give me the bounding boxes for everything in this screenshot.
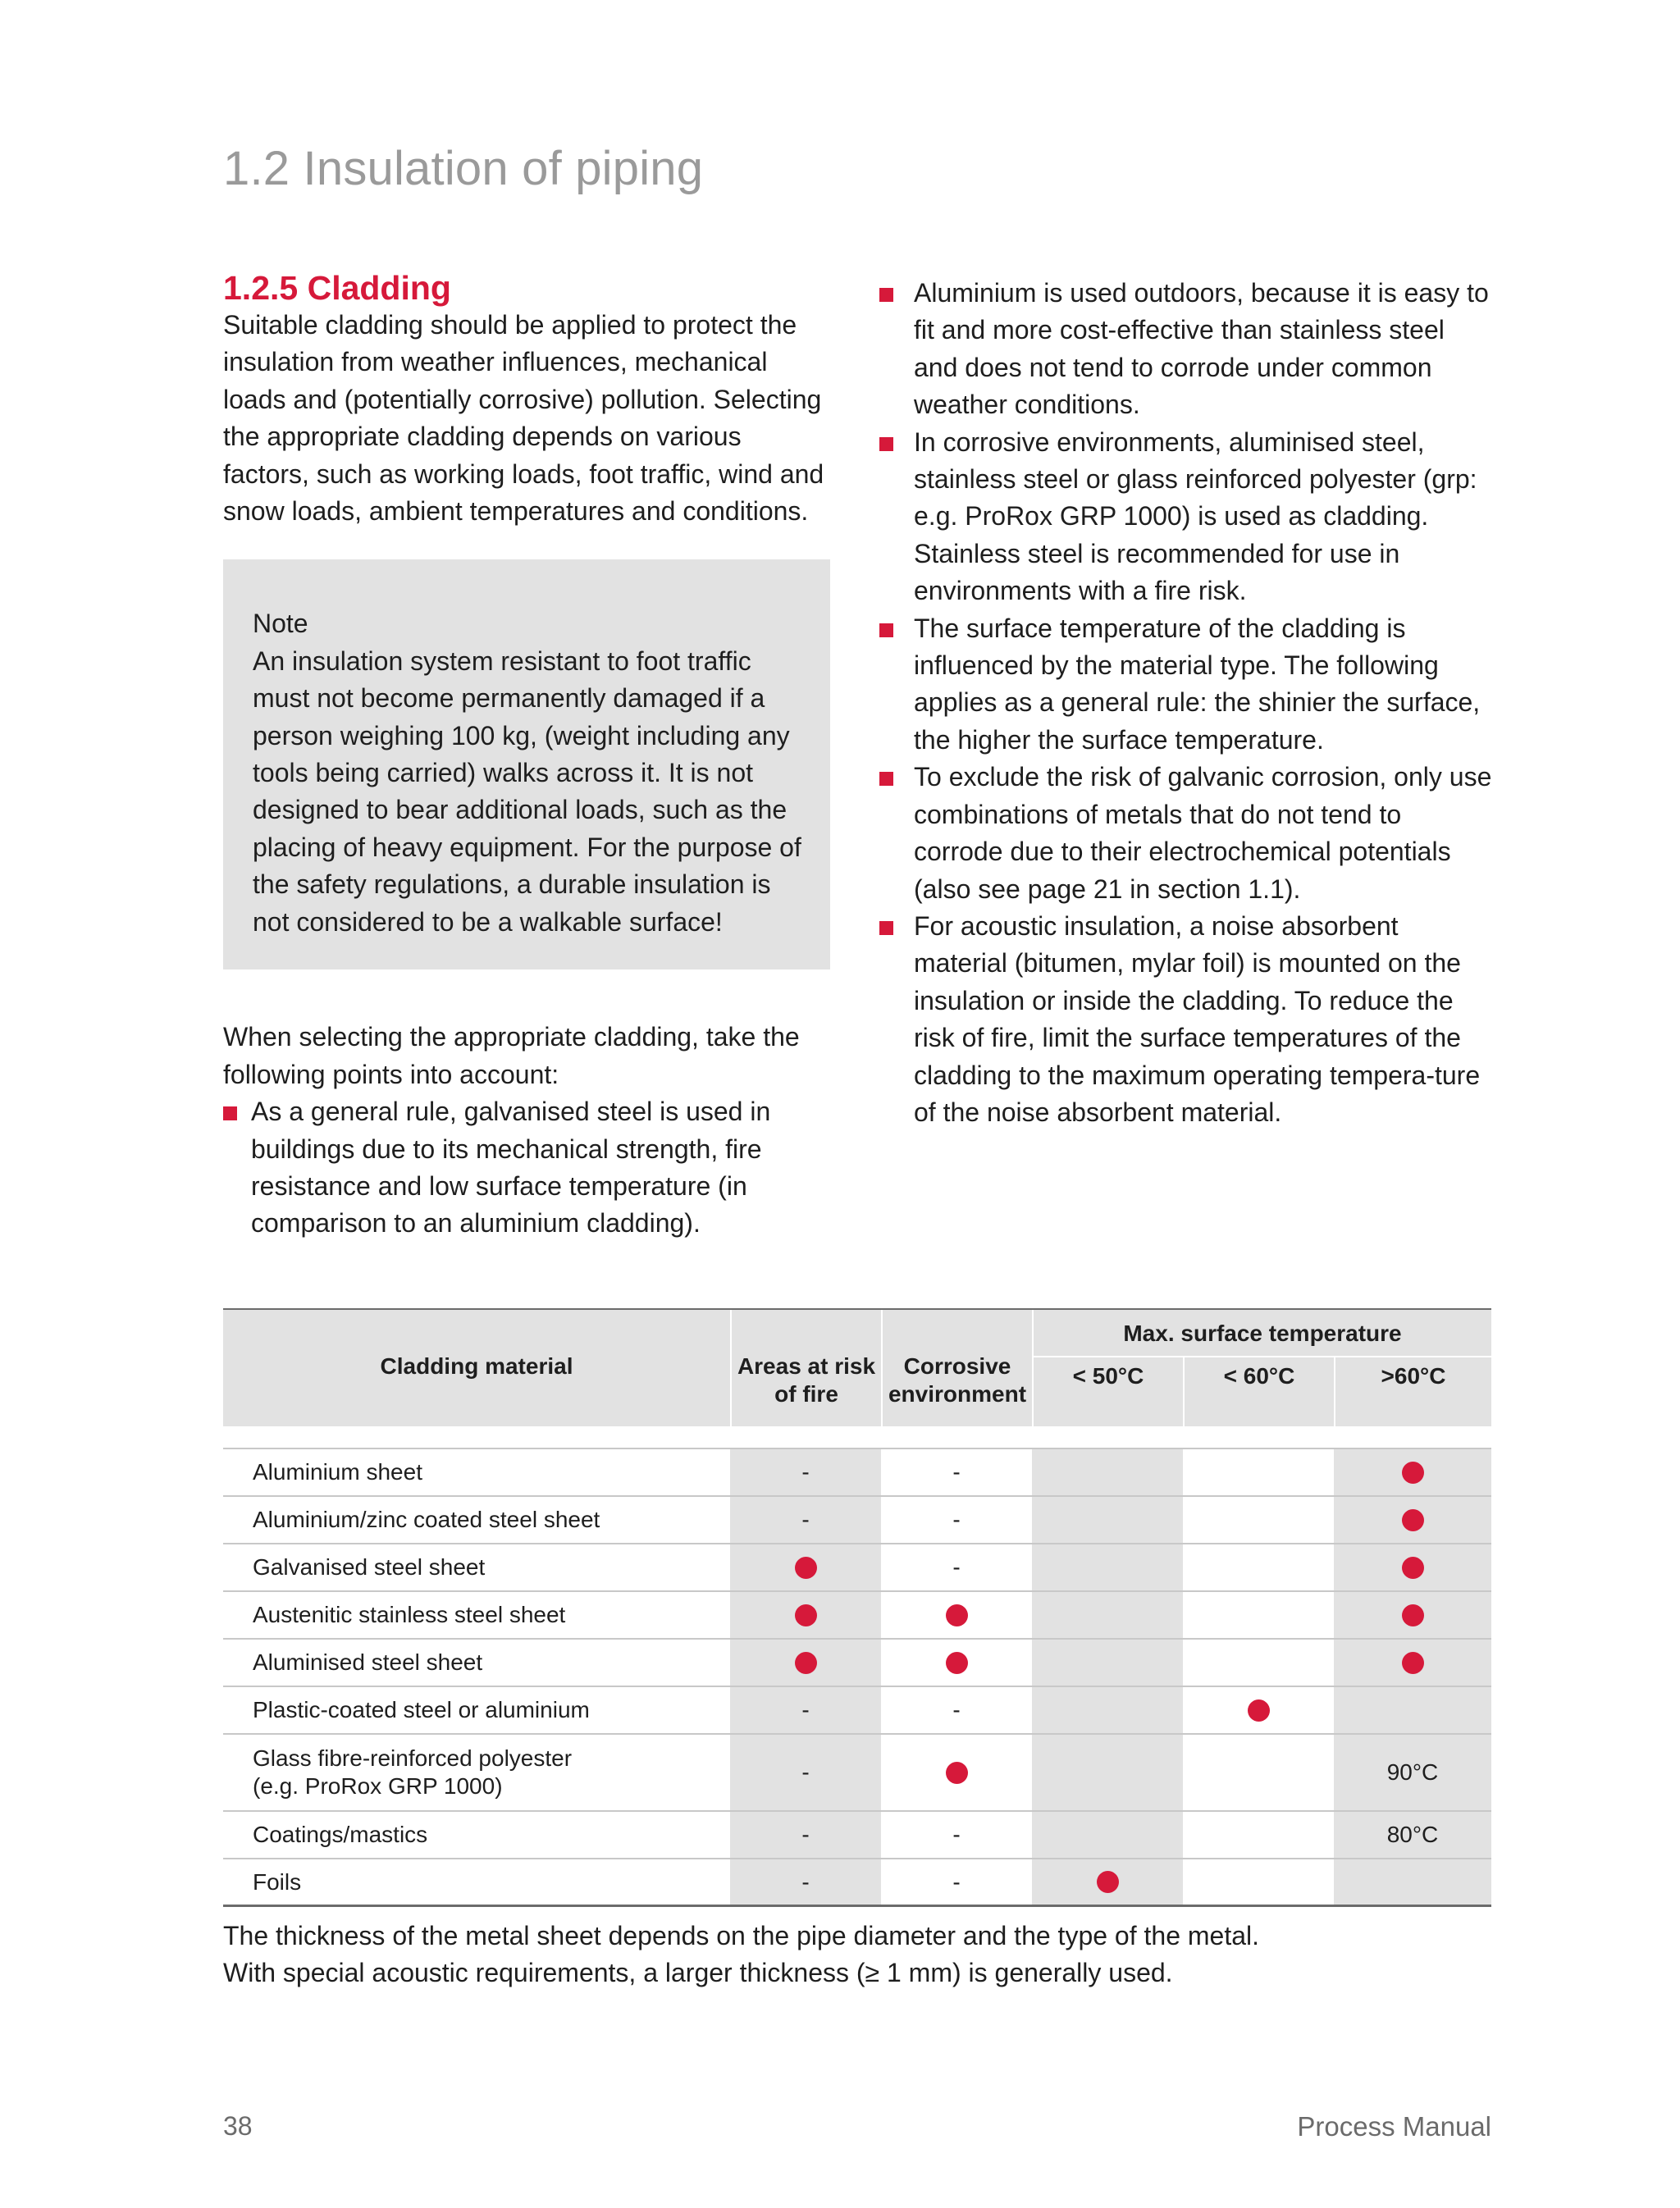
table-row xyxy=(223,1592,1491,1640)
table-row xyxy=(223,1687,1491,1735)
note-box xyxy=(223,559,830,969)
table-row xyxy=(223,1449,1491,1497)
cell-material xyxy=(223,1859,730,1905)
table-header xyxy=(223,1310,1491,1426)
material-name: Glass fibre-reinforced polyester (e.g. ProRox GRP 1000) xyxy=(253,1745,573,1799)
intro-paragraph: Suitable cladding should be applied to protect the insulation from weather influences, mechanical loads and (potentially corrosive) pollution. Selecting the appropriate cladding depends on various factors, such as working loads, foot traffic, wind and snow loads, ambient temperatures and conditions. xyxy=(223,310,824,527)
cell-material xyxy=(223,1497,730,1543)
cell-t60 xyxy=(1183,1812,1334,1858)
header-corrosive: Corrosive environment xyxy=(888,1353,1027,1407)
header-fire: Areas at risk of fire xyxy=(737,1353,876,1407)
bullet-list-right xyxy=(879,275,1495,1131)
bullet-item: As a general rule, galvanised steel is used in buildings due to its mechanical strength, fire resistance and low surface temperature (in comparison to an aluminium cladding). xyxy=(223,1093,830,1243)
cell-tgt60 xyxy=(1334,1735,1491,1810)
bullet-item: Aluminium is used outdoors, because it is easy to fit and more cost-effective than stainless steel and does not tend to corrode under common weather conditions. xyxy=(879,275,1495,424)
table-row xyxy=(223,1735,1491,1812)
material-name: Galvanised steel sheet xyxy=(253,1554,486,1580)
not-applicable-dash: - xyxy=(801,1697,810,1722)
cell-fire xyxy=(730,1592,881,1638)
bullet-item: For acoustic insulation, a noise absorbent material (bitumen, mylar foil) is mounted on the insulation or inside the cladding. To reduce the risk of fire, limit the surface temperatures of the cladding to the maximum operating tempera-ture of the noise absorbent material. xyxy=(879,908,1495,1131)
cell-material xyxy=(223,1812,730,1858)
cell-corrosive xyxy=(881,1687,1032,1733)
cell-t50 xyxy=(1032,1544,1183,1590)
not-applicable-dash: - xyxy=(952,1459,961,1485)
not-applicable-dash: - xyxy=(801,1459,810,1485)
cell-corrosive xyxy=(881,1449,1032,1495)
header-divider xyxy=(881,1310,883,1426)
cell-material xyxy=(223,1640,730,1686)
cell-corrosive xyxy=(881,1735,1032,1810)
cell-material xyxy=(223,1735,730,1810)
cell-material xyxy=(223,1592,730,1638)
not-applicable-dash: - xyxy=(952,1697,961,1722)
cell-fire xyxy=(730,1497,881,1543)
header-subdivider xyxy=(1034,1356,1491,1357)
not-applicable-dash: - xyxy=(952,1868,961,1895)
applicable-dot-icon xyxy=(1402,1509,1424,1531)
cell-t60 xyxy=(1183,1449,1334,1495)
cell-corrosive xyxy=(881,1544,1032,1590)
bullet-item: In corrosive environments, aluminised steel, stainless steel or glass reinforced polyester (grp: e.g. ProRox GRP 1000) is used as cladding. Stainless steel is recommended for use in environments with a fire risk. xyxy=(879,424,1495,610)
not-applicable-dash: - xyxy=(801,1868,810,1895)
not-applicable-dash: - xyxy=(801,1759,810,1785)
applicable-dot-icon xyxy=(795,1604,817,1626)
material-name: Austenitic stainless steel sheet xyxy=(253,1602,566,1627)
cell-t50 xyxy=(1032,1812,1183,1858)
cell-tgt60 xyxy=(1334,1544,1491,1590)
cell-tgt60 xyxy=(1334,1497,1491,1543)
cladding-table xyxy=(223,1308,1491,1895)
cell-fire xyxy=(730,1687,881,1733)
not-applicable-dash: - xyxy=(952,1554,961,1580)
applicable-dot-icon xyxy=(1097,1871,1119,1893)
cell-tgt60 xyxy=(1334,1859,1491,1905)
cell-t50 xyxy=(1032,1687,1183,1733)
cell-tgt60 xyxy=(1334,1640,1491,1686)
applicable-dot-icon xyxy=(946,1762,968,1784)
cell-material xyxy=(223,1544,730,1590)
cell-tgt60 xyxy=(1334,1592,1491,1638)
cell-corrosive xyxy=(881,1497,1032,1543)
selection-intro: When selecting the appropriate cladding, take the following points into account: xyxy=(223,1022,800,1089)
cell-fire xyxy=(730,1544,881,1590)
cell-tgt60 xyxy=(1334,1687,1491,1733)
not-applicable-dash: - xyxy=(952,1822,961,1847)
cell-tgt60 xyxy=(1334,1812,1491,1858)
cell-t50 xyxy=(1032,1859,1183,1905)
cell-t50 xyxy=(1032,1497,1183,1543)
material-name: Foils xyxy=(253,1868,302,1895)
bullet-list-left xyxy=(223,1093,830,1243)
cell-t60 xyxy=(1183,1859,1334,1905)
applicable-dot-icon xyxy=(795,1557,817,1579)
cell-t60 xyxy=(1183,1640,1334,1686)
cell-fire xyxy=(730,1812,881,1858)
cell-t60 xyxy=(1183,1497,1334,1543)
applicable-dot-icon xyxy=(1248,1699,1270,1722)
applicable-dot-icon xyxy=(1402,1652,1424,1674)
cell-corrosive xyxy=(881,1640,1032,1686)
cell-corrosive xyxy=(881,1592,1032,1638)
left-column xyxy=(223,269,830,1243)
cell-fire xyxy=(730,1449,881,1495)
cell-t60 xyxy=(1183,1544,1334,1590)
note-title: Note xyxy=(253,609,308,639)
table-row xyxy=(223,1640,1491,1687)
header-divider xyxy=(1032,1310,1034,1426)
header-divider xyxy=(1334,1357,1335,1426)
page-title: 1.2 Insulation of piping xyxy=(223,142,704,195)
not-applicable-dash: - xyxy=(801,1822,810,1847)
cell-material xyxy=(223,1687,730,1733)
temperature-value: 90°C xyxy=(1386,1759,1439,1785)
cell-fire xyxy=(730,1859,881,1905)
material-name: Aluminium/zinc coated steel sheet xyxy=(253,1507,600,1532)
cell-t60 xyxy=(1183,1592,1334,1638)
right-column xyxy=(879,275,1495,1131)
cell-t60 xyxy=(1183,1735,1334,1810)
applicable-dot-icon xyxy=(1402,1557,1424,1579)
not-applicable-dash: - xyxy=(952,1507,961,1532)
material-name: Aluminised steel sheet xyxy=(253,1649,483,1675)
not-applicable-dash: - xyxy=(801,1507,810,1532)
cell-t50 xyxy=(1032,1449,1183,1495)
header-t50: < 50°C xyxy=(1072,1363,1144,1389)
bullet-item: To exclude the risk of galvanic corrosion, only use combinations of metals that do not tend to corrode due to their electrochemical potentials (also see page 21 in section 1.1). xyxy=(879,759,1495,908)
cell-tgt60 xyxy=(1334,1449,1491,1495)
cell-t50 xyxy=(1032,1640,1183,1686)
cell-t50 xyxy=(1032,1592,1183,1638)
header-max-temp: Max. surface temperature xyxy=(1123,1321,1402,1346)
applicable-dot-icon xyxy=(946,1604,968,1626)
header-divider xyxy=(730,1310,732,1426)
header-material: Cladding material xyxy=(380,1353,573,1379)
footnote-text: The thickness of the metal sheet depends on the pipe diameter and the type of the metal. With special acoustic requirements, a larger thickness (≥ 1 mm) is generally used. xyxy=(223,1921,1260,1988)
header-t60: < 60°C xyxy=(1223,1363,1295,1389)
applicable-dot-icon xyxy=(1402,1462,1424,1484)
page-number: 38 xyxy=(223,2111,253,2141)
header-tgt60: >60°C xyxy=(1381,1363,1446,1389)
applicable-dot-icon xyxy=(946,1652,968,1674)
document-title: Process Manual xyxy=(1297,2111,1491,2142)
material-name: Coatings/mastics xyxy=(253,1822,428,1847)
material-name: Aluminium sheet xyxy=(253,1459,422,1485)
bullet-item: The surface temperature of the cladding is influenced by the material type. The following applies as a general rule: the shinier the surface, the higher the surface temperature. xyxy=(879,610,1495,760)
temperature-value: 80°C xyxy=(1386,1822,1439,1847)
table-row xyxy=(223,1859,1491,1907)
material-name: Plastic-coated steel or aluminium xyxy=(253,1697,590,1722)
cell-fire xyxy=(730,1640,881,1686)
applicable-dot-icon xyxy=(795,1652,817,1674)
footnote xyxy=(223,1918,1259,1992)
cell-material xyxy=(223,1449,730,1495)
cell-corrosive xyxy=(881,1859,1032,1905)
applicable-dot-icon xyxy=(1402,1604,1424,1626)
note-text: An insulation system resistant to foot traffic must not become permanently damaged if a person weighing 100 kg, (weight including any tools being carried) walks across it. It is not designed to bear additional loads, such as the placing of heavy equipment. For the purpose of the safety regulations, a durable insulation is not considered to be a walkable surface! xyxy=(253,646,801,937)
cell-t50 xyxy=(1032,1735,1183,1810)
cell-t60 xyxy=(1183,1687,1334,1733)
table-row xyxy=(223,1544,1491,1592)
section-heading: 1.2.5 Cladding xyxy=(223,269,451,307)
header-divider xyxy=(1183,1357,1185,1426)
table-row xyxy=(223,1497,1491,1544)
cell-fire xyxy=(730,1735,881,1810)
cell-corrosive xyxy=(881,1812,1032,1858)
table-row xyxy=(223,1812,1491,1859)
